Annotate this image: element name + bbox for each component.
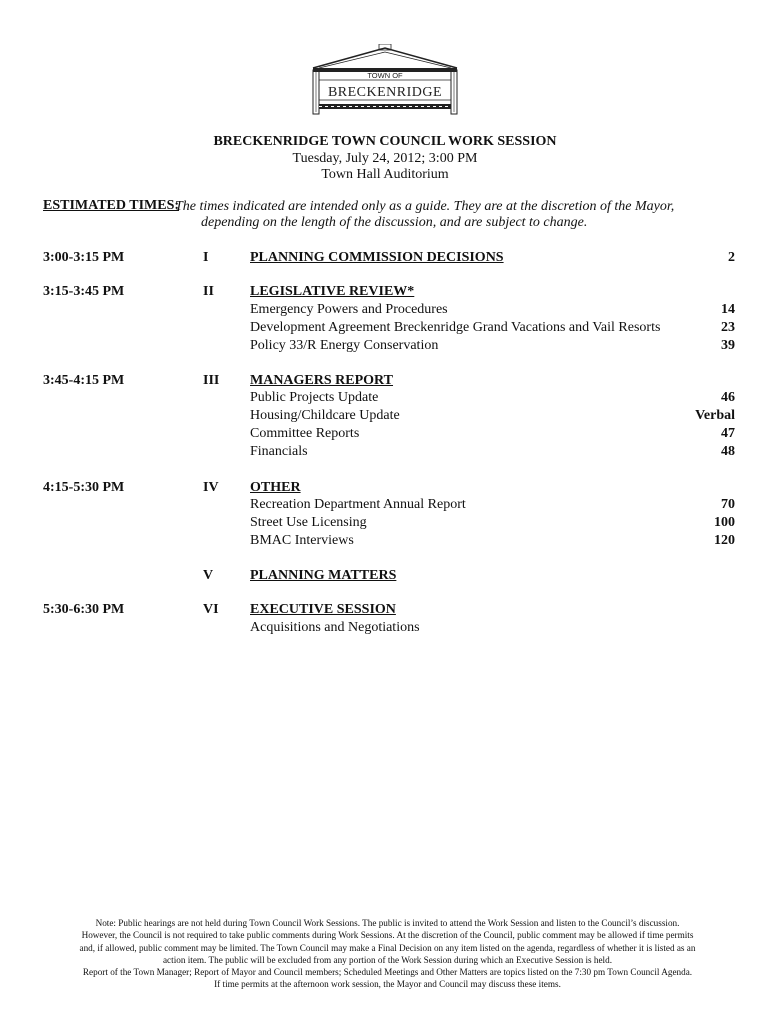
note-line: action item. The public will be excluded from any portion of the Work Session during which an Executive Session is held. — [162, 954, 613, 965]
item-label: BMAC Interviews — [250, 533, 354, 548]
item-page: 47 — [721, 426, 735, 441]
agenda-section-3 — [0, 373, 770, 391]
section-title: OTHER — [250, 480, 301, 495]
estimated-times-text-2: depending on the length of the discussion, and are subject to change. — [201, 215, 588, 230]
item-page: 39 — [721, 338, 735, 353]
section-time: 3:45-4:15 PM — [43, 373, 125, 388]
section-number: V — [203, 568, 214, 583]
section-page: 2 — [728, 250, 735, 265]
town-logo — [305, 44, 465, 116]
logo-name: BRECKENRIDGE — [327, 85, 443, 100]
agenda-item — [0, 515, 770, 533]
item-page: 14 — [721, 302, 735, 317]
agenda-item — [0, 338, 770, 356]
section-title: PLANNING MATTERS — [250, 568, 397, 583]
agenda-item — [0, 426, 770, 444]
footer-note — [30, 917, 745, 991]
section-number: II — [203, 284, 214, 299]
section-number: VI — [203, 602, 219, 617]
item-label: Committee Reports — [250, 426, 360, 441]
section-time: 5:30-6:30 PM — [43, 602, 125, 617]
note-line: Report of the Town Manager; Report of Mayor and Council members; Scheduled Meetings and Other Matters are topics listed on the 7:30 pm Town Council Agenda. — [82, 967, 693, 978]
agenda-item — [0, 408, 770, 426]
agenda-item — [0, 620, 770, 638]
section-title: MANAGERS REPORT — [250, 373, 394, 388]
meeting-date: Tuesday, July 24, 2012; 3:00 PM — [292, 151, 478, 166]
item-label: Acquisitions and Negotiations — [250, 620, 420, 635]
item-page: 23 — [721, 320, 735, 335]
agenda-item — [0, 444, 770, 462]
item-label: Financials — [250, 444, 308, 459]
note-line: However, the Council is not required to take public comments during Work Sessions. At the discretion of the Council, public comment may be allowed if time permits — [81, 930, 694, 941]
note-line: If time permits at the afternoon work session, the Mayor and Council may discuss these items. — [214, 979, 561, 990]
item-page: 46 — [721, 390, 735, 405]
section-time: 3:00-3:15 PM — [43, 250, 125, 265]
section-title: PLANNING COMMISSION DECISIONS — [250, 250, 504, 265]
page-title: BRECKENRIDGE TOWN COUNCIL WORK SESSION — [213, 134, 557, 149]
item-label: Recreation Department Annual Report — [250, 497, 466, 512]
item-label: Policy 33/R Energy Conservation — [250, 338, 439, 353]
meeting-location: Town Hall Auditorium — [321, 167, 449, 182]
logo-town-of: TOWN OF — [367, 71, 403, 80]
estimated-times-label: ESTIMATED TIMES: — [43, 198, 180, 213]
agenda-section-2 — [0, 284, 770, 302]
section-number: III — [203, 373, 220, 388]
agenda-item — [0, 533, 770, 551]
note-line: and, if allowed, public comment may be limited. The Town Council may make a Final Decision on any item listed on the agenda, regardless of whether it is listed as an — [79, 942, 696, 953]
item-page: Verbal — [695, 408, 735, 423]
section-title: LEGISLATIVE REVIEW* — [250, 284, 415, 299]
item-label: Housing/Childcare Update — [250, 408, 400, 423]
section-title: EXECUTIVE SESSION — [250, 602, 396, 617]
estimated-times-text-1: The times indicated are intended only as a guide. They are at the discretion of the Mayor, — [175, 199, 675, 214]
agenda-item — [0, 302, 770, 320]
section-time: 3:15-3:45 PM — [43, 284, 125, 299]
agenda-section-1 — [0, 250, 770, 268]
item-label: Street Use Licensing — [250, 515, 367, 530]
item-page: 120 — [714, 533, 735, 548]
note-line: Note: Public hearings are not held during Town Council Work Sessions. The public is invited to attend the Work Session and listen to the Council’s discussion. — [95, 918, 680, 928]
item-label: Development Agreement Breckenridge Grand Vacations and Vail Resorts — [250, 320, 661, 335]
item-label: Emergency Powers and Procedures — [250, 302, 448, 317]
agenda-item — [0, 497, 770, 515]
agenda-section-6 — [0, 602, 770, 620]
section-time: 4:15-5:30 PM — [43, 480, 125, 495]
item-label: Public Projects Update — [250, 390, 379, 405]
agenda-item — [0, 390, 770, 408]
item-page: 70 — [721, 497, 735, 512]
agenda-item — [0, 320, 770, 338]
item-page: 48 — [721, 444, 735, 459]
item-page: 100 — [714, 515, 735, 530]
agenda-section-5 — [0, 568, 770, 586]
section-number: I — [203, 250, 209, 265]
agenda-section-4 — [0, 480, 770, 498]
section-number: IV — [203, 480, 219, 495]
